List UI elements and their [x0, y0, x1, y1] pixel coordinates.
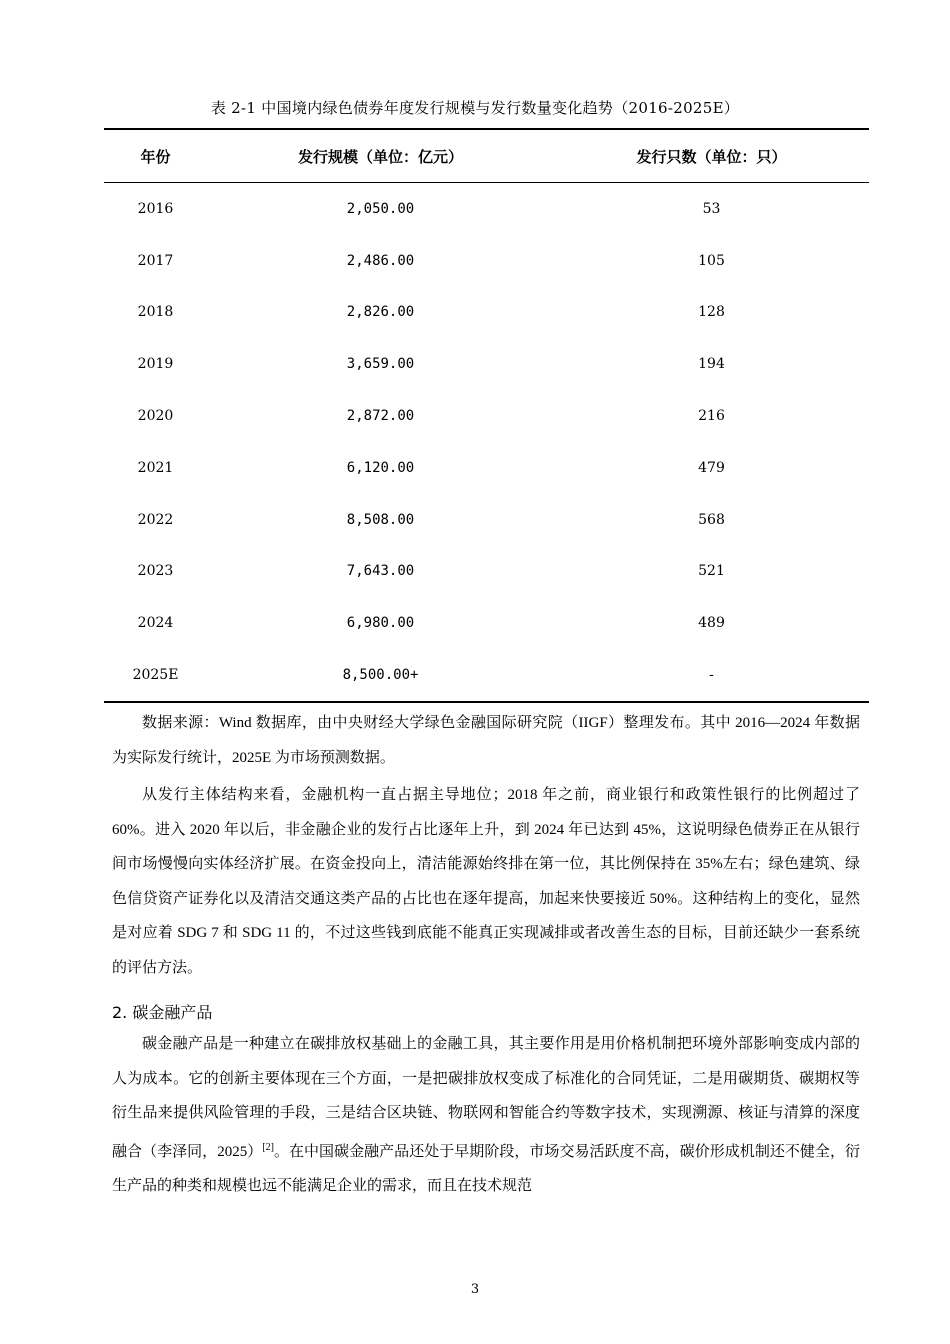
table-row [104, 390, 869, 442]
cell-count: 194 [698, 356, 725, 373]
section-heading: 2. 碳金融产品 [112, 1003, 213, 1022]
cell-scale: 2,486.00 [346, 252, 415, 269]
cell-count: 53 [702, 200, 721, 217]
source-note: 数据来源：Wind 数据库，由中央财经大学绿色金融国际研究院（IIGF）整理发布。其中 2016—2024 年数据为实际发行统计，2025E 为市场预测数据。 [112, 715, 860, 766]
table-row [104, 183, 869, 235]
paragraph-carbon-finance [112, 1027, 860, 1204]
cell-count: 128 [698, 304, 725, 321]
cell-scale: 8,500.00+ [342, 667, 419, 684]
cell-count: 216 [698, 408, 725, 425]
paragraph-text-1: 碳金融产品是一种建立在碳排放权基础上的金融工具，其主要作用是用价格机制把环境外部影响变成内部的人为成本。它的创新主要体现在三个方面，一是把碳排放权变成了标准化的合同凭证，二是用碳期货、碳期权等衍生品来提供风险管理的手段，三是结合区块链、物联网和智能合约等数字技术，实现溯源、核证与清算的深度融合（李泽同，2025） [112, 1036, 860, 1160]
table-row [104, 338, 869, 390]
table-row [104, 235, 869, 287]
header-year: 年份 [140, 147, 171, 166]
cell-year: 2025E [132, 667, 179, 684]
green-bond-table [104, 128, 869, 703]
header-issuance-scale: 发行规模（单位：亿元） [297, 147, 463, 166]
cell-scale: 8,508.00 [346, 511, 415, 528]
cell-year: 2024 [137, 615, 174, 632]
citation-ref[interactable]: [2] [262, 1141, 274, 1153]
cell-count: 105 [698, 252, 725, 269]
cell-count: 489 [698, 615, 725, 632]
paragraph-issuer-structure: 从发行主体结构来看，金融机构一直占据主导地位；2018 年之前，商业银行和政策性银行的比例超过了 60%。进入 2020 年以后，非金融企业的发行占比逐年上升，到 2024 年已达到 45%，这说明绿色债券正在从银行间市场慢慢向实体经济扩展。在资金投向上，清洁能源始终排在第一位，其比例保持在 35%左右；绿色建筑、绿色信贷资产证券化以及清洁交通这类产品的占比也在逐年提高，加起来快要接近 50%。这种结构上的变化，显然是对应着 SDG 7 和 SDG 11 的，不过这些钱到底能不能真正实现减排或者改善生态的目标，目前还缺少一套系统的评估方法。 [112, 787, 860, 976]
table-caption: 表 2-1 中国境内绿色债券年度发行规模与发行数量变化趋势（2016-2025E） [210, 99, 740, 117]
header-issuance-count: 发行只数（单位：只） [636, 147, 787, 166]
table-row [104, 442, 869, 494]
table-header-row [104, 130, 869, 183]
table-row [104, 287, 869, 339]
cell-year: 2022 [137, 511, 174, 528]
cell-year: 2020 [137, 408, 174, 425]
cell-scale: 7,643.00 [346, 563, 415, 580]
cell-year: 2021 [137, 459, 174, 476]
cell-count: - [709, 667, 714, 684]
cell-year: 2017 [137, 252, 174, 269]
cell-scale: 3,659.00 [346, 356, 415, 373]
cell-count: 568 [698, 511, 725, 528]
cell-count: 479 [698, 459, 725, 476]
cell-scale: 2,872.00 [346, 408, 415, 425]
cell-count: 521 [698, 563, 725, 580]
table-row [104, 597, 869, 649]
cell-year: 2018 [137, 304, 174, 321]
cell-year: 2019 [137, 356, 174, 373]
cell-year: 2023 [137, 563, 174, 580]
paragraph-text-2: 。在中国碳金融产品还处于早期阶段，市场交易活跃度不高，碳价形成机制还不健全，衍生产品的种类和规模也远不能满足企业的需求，而且在技术规范 [112, 1143, 860, 1194]
page-number: 3 [470, 1282, 480, 1297]
cell-scale: 6,980.00 [346, 615, 415, 632]
cell-scale: 2,050.00 [346, 200, 415, 217]
cell-scale: 6,120.00 [346, 459, 415, 476]
table-row [104, 546, 869, 598]
cell-year: 2016 [137, 200, 174, 217]
table-row [104, 649, 869, 701]
table-row [104, 494, 869, 546]
table-body [104, 183, 869, 701]
cell-scale: 2,826.00 [346, 304, 415, 321]
